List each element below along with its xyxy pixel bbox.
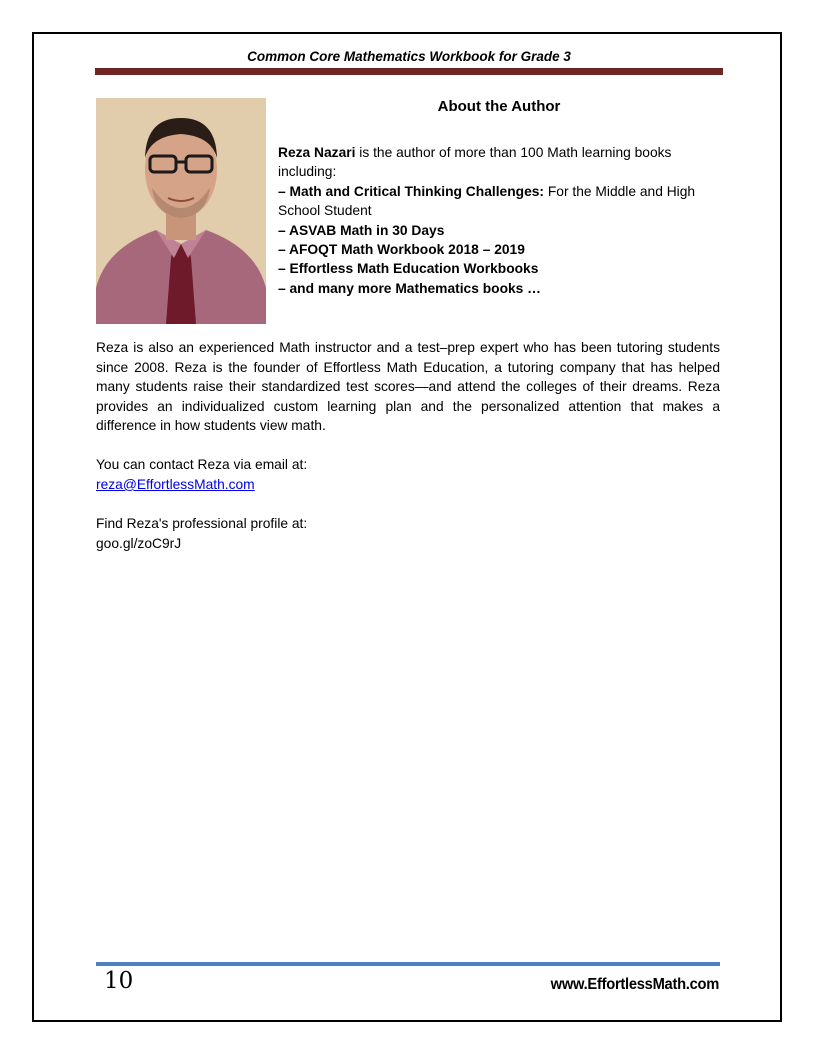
running-header: Common Core Mathematics Workbook for Grade 3 xyxy=(247,49,571,64)
email-link[interactable]: reza@EffortlessMath.com xyxy=(96,477,255,492)
book-item xyxy=(278,240,720,259)
bio-intro xyxy=(278,143,720,182)
author-name: Reza Nazari xyxy=(278,145,356,160)
profile-label: Find Reza's professional profile at: xyxy=(96,516,308,531)
book-title: – and many more Mathematics books … xyxy=(278,280,541,296)
email-label: You can contact Reza via email at: xyxy=(96,457,308,472)
profile-url: goo.gl/zoC9rJ xyxy=(96,536,182,551)
author-photo xyxy=(96,98,266,324)
book-subtitle: For the Middle and High School Student xyxy=(278,183,696,219)
book-item xyxy=(278,259,720,278)
header-rule xyxy=(95,68,723,75)
book-item xyxy=(278,279,720,298)
book-item xyxy=(278,182,720,221)
bio-intro-text: is the author of more than 100 Math learning books including: xyxy=(278,145,672,180)
book-title: – Effortless Math Education Workbooks xyxy=(278,261,539,277)
book-title: – ASVAB Math in 30 Days xyxy=(278,222,445,238)
author-portrait-image xyxy=(96,98,266,324)
bio-paragraph: Reza is also an experienced Math instructor and a test–prep expert who has been tutoring students since 2008. Reza is the founder of Effortless Math Education, a tutoring company that has helped many students raise their standardized test scores—and attend the colleges of their dreams. Reza provides an individualized custom learning plan and the personalized attention that makes a difference in how students view math. xyxy=(96,340,720,434)
page-number: 10 xyxy=(104,968,134,994)
book-title: – Math and Critical Thinking Challenges: xyxy=(278,183,545,199)
footer-rule xyxy=(96,962,720,966)
author-bio xyxy=(278,143,720,298)
book-title: – AFOQT Math Workbook 2018 – 2019 xyxy=(278,242,525,258)
section-title: About the Author xyxy=(437,98,561,115)
email-line xyxy=(96,475,255,495)
book-item xyxy=(278,221,720,240)
site-url: www.EffortlessMath.com xyxy=(550,976,719,993)
